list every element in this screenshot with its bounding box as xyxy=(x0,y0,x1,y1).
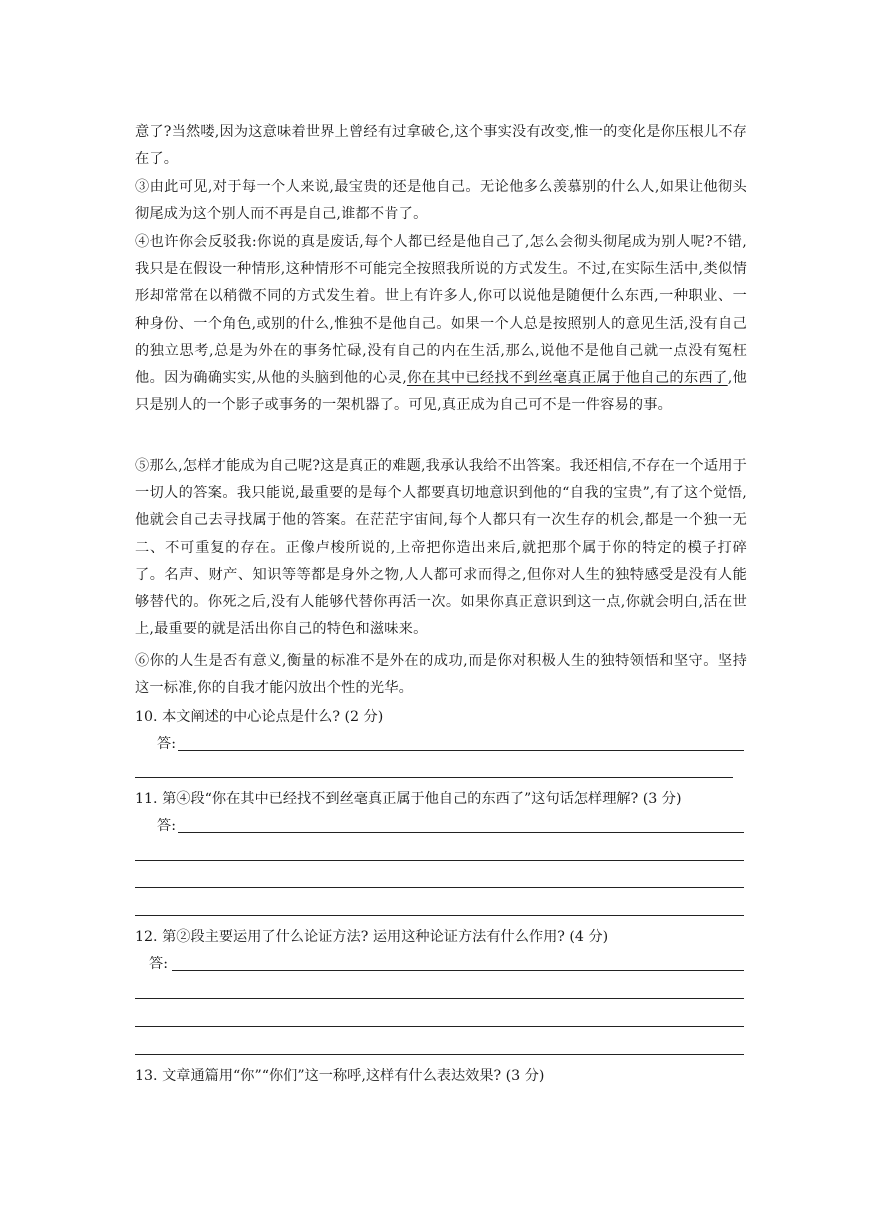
answer-line-q12-3[interactable] xyxy=(135,1026,744,1027)
passage-paragraph-4 xyxy=(135,229,747,419)
paragraph-text: ,他只是别人的一个影子或事务的一架机器了。可见,真正成为自己可不是一件容易的事。 xyxy=(135,370,747,414)
paragraph-text: ⑥你的人生是否有意义,衡量的标准不是外在的成功,而是你对积极人生的独特领悟和坚守。坚持这一标准,你的自我才能闪放出个性的光华。 xyxy=(135,653,747,697)
answer-line-q10-2[interactable] xyxy=(135,777,733,778)
question-12: 12. 第②段主要运用了什么论证方法? 运用这种论证方法有什么作用? (4 分) xyxy=(135,929,609,945)
answer-line-q11-3[interactable] xyxy=(135,887,744,888)
passage-paragraph-5 xyxy=(135,453,747,643)
question-10: 10. 本文阐述的中心论点是什么? (2 分) xyxy=(135,709,384,725)
paragraph-text: 意了?当然喽,因为这意味着世界上曾经有过拿破仑,这个事实没有改变,惟一的变化是你压根儿不存在了。 xyxy=(135,124,747,168)
question-11: 11. 第④段“你在其中已经找不到丝毫真正属于他自己的东西了”这句话怎样理解? (3 分) xyxy=(135,791,682,807)
answer-label-q10: 答: xyxy=(157,736,176,752)
answer-line-q11-1[interactable] xyxy=(178,832,744,833)
paragraph-text: ③由此可见,对于每一个人来说,最宝贵的还是他自己。无论他多么羡慕别的什么人,如果让他彻头彻尾成为这个别人而不再是自己,谁都不肯了。 xyxy=(135,179,747,223)
answer-label-q11: 答: xyxy=(157,818,176,834)
answer-line-q12-2[interactable] xyxy=(135,998,744,999)
answer-line-q12-4[interactable] xyxy=(135,1054,744,1055)
paragraph-text: ④也许你会反驳我:你说的真是废话,每个人都已经是他自己了,怎么会彻头彻尾成为别人呢?不错,我只是在假设一种情形,这种情形不可能完全按照我所说的方式发生。不过,在实际生活中,类似情形却常常在以稍微不同的方式发生着。世上有许多人,你可以说他是随便什么东西,一种职业、一种身份、一个角色,或别的什么,惟独不是他自己。如果一个人总是按照别人的意见生活,没有自己的独立思考,总是为外在的事务忙碌,没有自己的内在生活,那么,说他不是他自己就一点没有冤枉他。因为确确实实,从他的头脑到他的心灵, xyxy=(135,234,747,387)
answer-line-q12-1[interactable] xyxy=(172,970,744,971)
underlined-sentence: 你在其中已经找不到丝毫真正属于他自己的东西了 xyxy=(406,370,728,387)
question-13: 13. 文章通篇用“你”“你们”这一称呼,这样有什么表达效果? (3 分) xyxy=(135,1068,545,1084)
answer-line-q11-2[interactable] xyxy=(135,860,744,861)
passage-paragraph-2-tail xyxy=(135,119,747,173)
passage-paragraph-3 xyxy=(135,174,747,228)
answer-line-q10-1[interactable] xyxy=(178,750,744,751)
paragraph-text: ⑤那么,怎样才能成为自己呢?这是真正的难题,我承认我给不出答案。我还相信,不存在一个适用于一切人的答案。我只能说,最重要的是每个人都要真切地意识到他的“自我的宝贵”,有了这个觉悟,他就会自己去寻找属于他的答案。在茫茫宇宙间,每个人都只有一次生存的机会,都是一个独一无二、不可重复的存在。正像卢梭所说的,上帝把你造出来后,就把那个属于你的特定的模子打碎了。名声、财产、知识等等都是身外之物,人人都可求而得之,但你对人生的独特感受是没有人能够替代的。你死之后,没有人能够代替你再活一次。如果你真正意识到这一点,你就会明白,活在世上,最重要的就是活出你自己的特色和滋味来。 xyxy=(135,458,747,638)
answer-line-q11-4[interactable] xyxy=(135,915,744,916)
answer-label-q12: 答: xyxy=(149,956,168,972)
passage-paragraph-6 xyxy=(135,648,747,702)
